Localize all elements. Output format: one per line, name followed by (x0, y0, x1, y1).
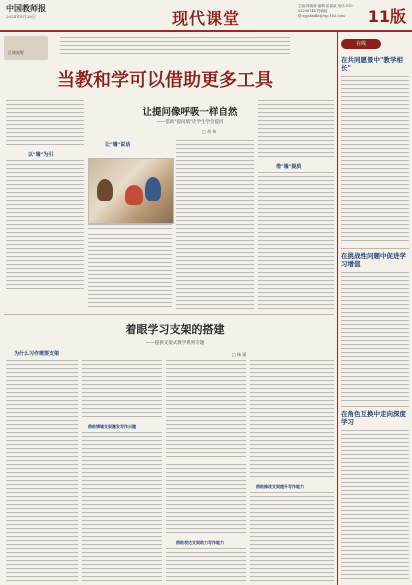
photo-figure (97, 179, 113, 201)
page-header (0, 0, 412, 31)
article2-text-col3-a (166, 360, 246, 460)
sidebar-item-1-title: 在共同愿景中"教学相长" (341, 56, 403, 72)
article2-byline: □ 杨 丽 (232, 352, 247, 357)
article2-subhead-4: 借助修改支架提升写作能力 (256, 484, 304, 489)
sidebar-badge: 在线 (341, 39, 381, 49)
photo-figure (145, 177, 161, 201)
article1-text-col3 (176, 140, 254, 310)
section-title: 现代课堂 (172, 9, 241, 28)
article2-text-col3-b (166, 464, 246, 536)
article2-text-col1 (6, 360, 78, 582)
main-headline: 当教和学可以借助更多工具 (57, 70, 273, 91)
article1-subhead-3: 借"墙"提质 (276, 164, 302, 170)
article2-text-col2-a (82, 360, 162, 420)
column-tag (4, 36, 48, 60)
article1-title: 让提问像呼吸一样自然 (142, 107, 238, 118)
article2-subtitle: ——提供支架式教学系列专题 (145, 341, 205, 346)
article1-text-col1-a (6, 100, 84, 148)
article1-text-col4-a (258, 100, 334, 160)
page-editor-info: 主编:林焕新 编辑:崔斌斌 电话:010-82296744 投稿邮箱:zgjsbxdkt@vip.163.com (298, 4, 354, 18)
article1-text-col1-b (6, 160, 84, 290)
sidebar-divider (341, 406, 409, 407)
sidebar-divider (341, 248, 409, 249)
article1-subtitle: ——借助"提问墙"让学生学会提问 (156, 120, 224, 125)
classroom-photo (88, 158, 174, 224)
sidebar-item-2-text (341, 272, 409, 402)
page-number: 11版 (367, 7, 406, 26)
sidebar-item-2-title: 在挑战性问题中促进学习增值 (341, 252, 406, 268)
article1-text-col2 (88, 234, 172, 310)
article2-text-col2-b (82, 432, 162, 582)
photo-caption-text (88, 224, 172, 230)
issue-date: 2024年8月28日 (6, 14, 36, 19)
article1-text-col4-b (258, 172, 334, 310)
article1-subhead-1: 以"墙"为引 (28, 152, 54, 158)
article1-subhead-2: 让"墙"说话 (105, 142, 131, 148)
article2-title: 着眼学习支架的搭建 (125, 323, 225, 336)
article2-subhead-1: 为什么习作需要支架 (14, 351, 60, 357)
sidebar-item-3-title: 在角色互换中走向深度学习 (341, 410, 406, 426)
sidebar-item-1-text (341, 76, 409, 244)
sidebar-item-3-text (341, 430, 409, 580)
article2-text-col4-a (250, 360, 334, 480)
intro-text-block (60, 37, 290, 55)
article2-text-col4-b (250, 492, 334, 582)
article2-subhead-3: 借助表达支架助力写作能力 (176, 540, 224, 545)
photo-figure (125, 185, 143, 205)
article2-text-col3-c (166, 548, 246, 582)
article-divider (4, 314, 334, 315)
column-tag-label: 区域视野 (8, 50, 24, 55)
article2-subhead-2: 借助情境支架激发写作兴趣 (88, 424, 136, 429)
newspaper-masthead: 中国教师报 (6, 3, 46, 13)
article1-byline: □ 胡 伟 (202, 129, 217, 134)
